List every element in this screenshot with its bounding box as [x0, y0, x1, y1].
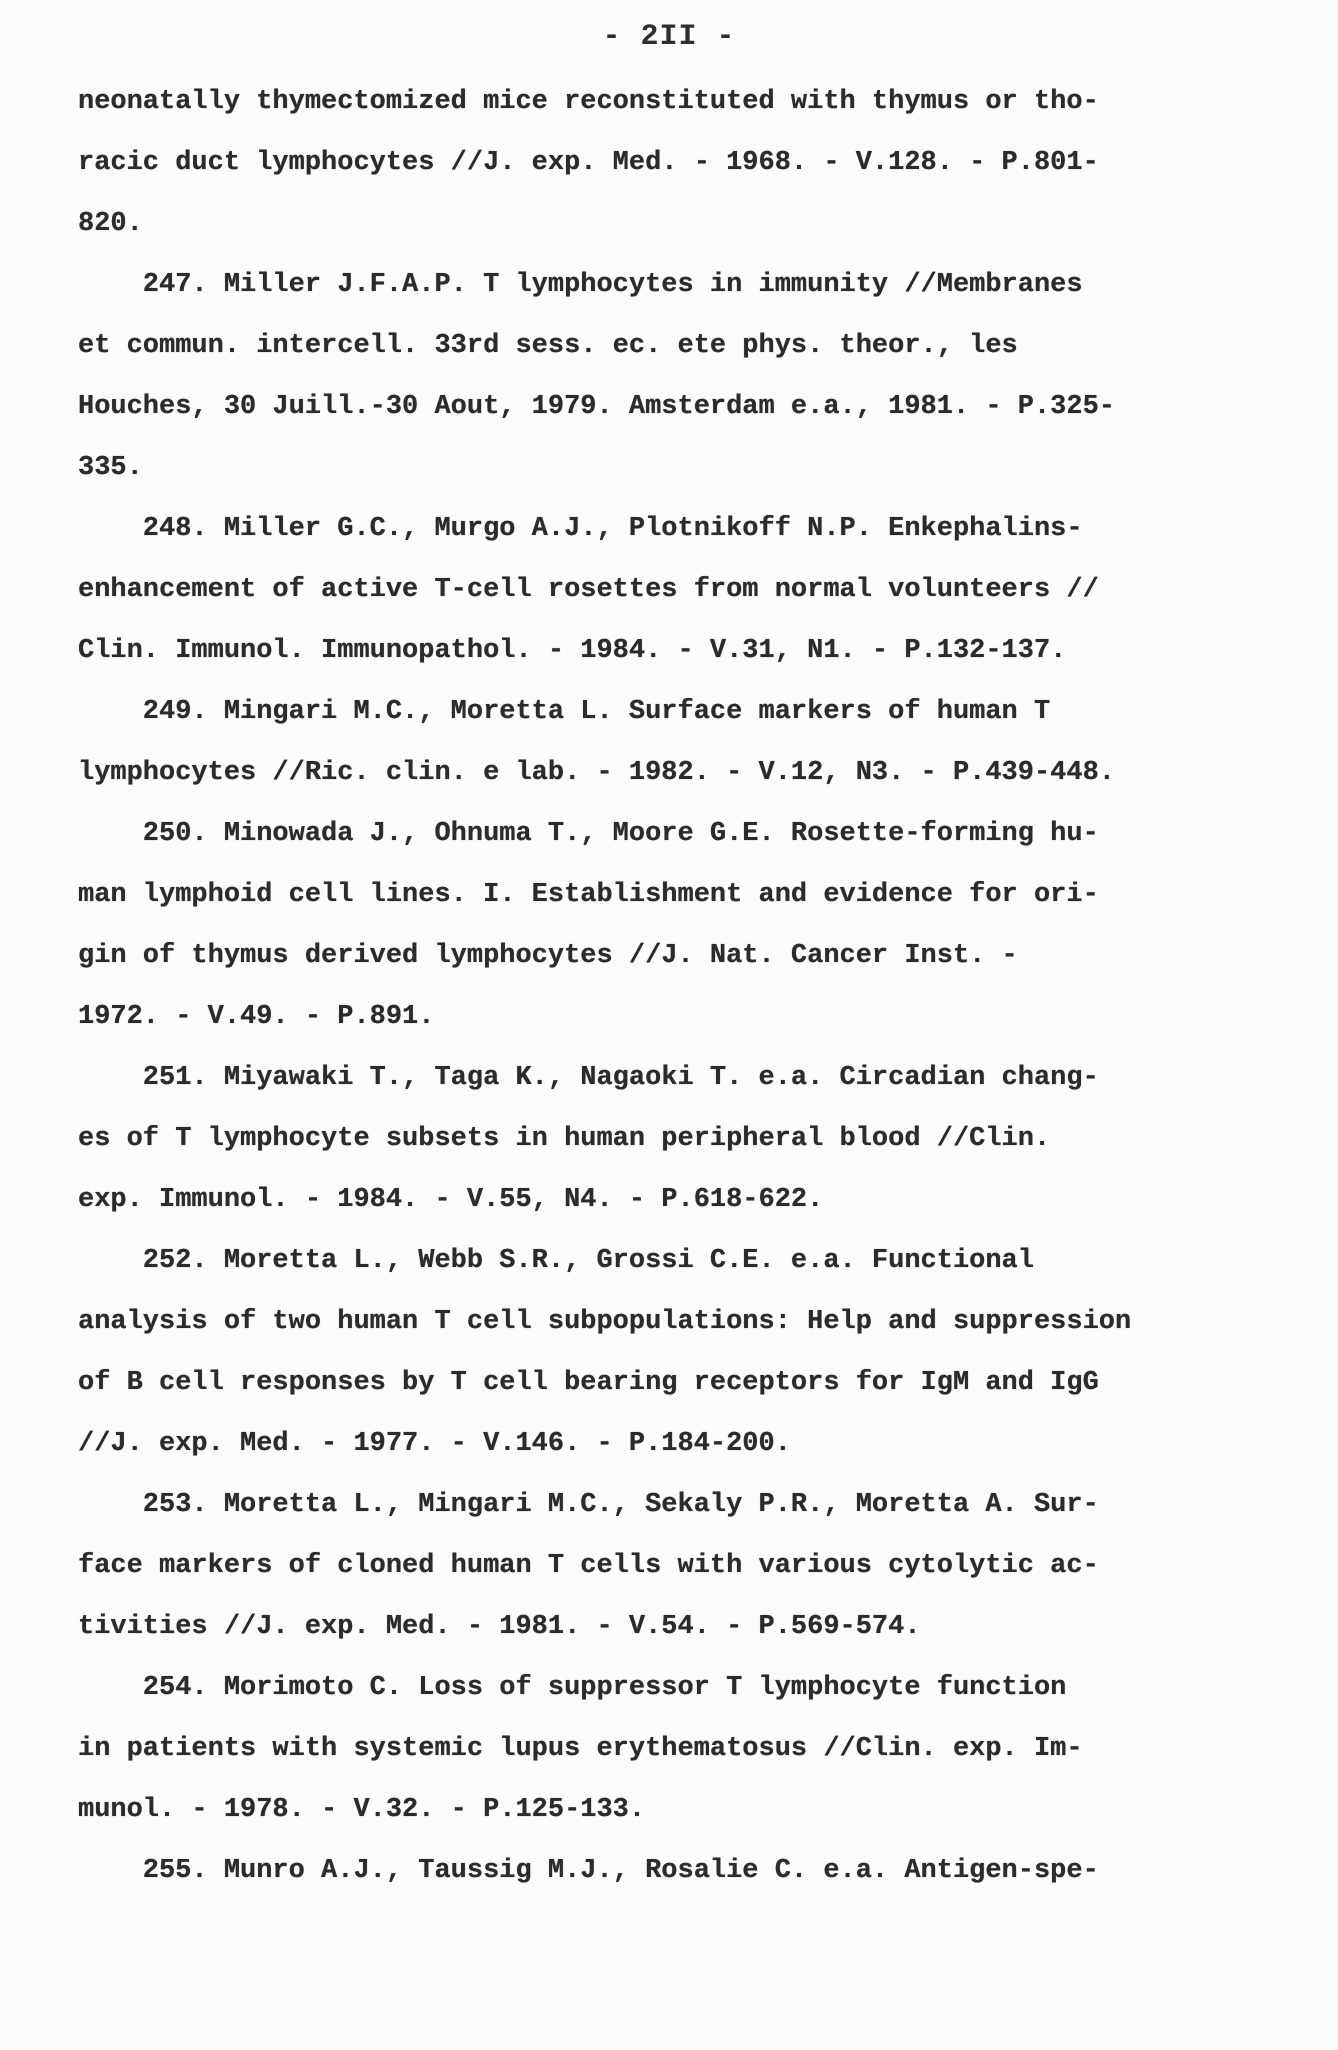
text-line: 1972. - V.49. - P.891. — [78, 1002, 435, 1032]
text-line: 820. — [78, 209, 143, 239]
reference-247-start: 247. Miller J.F.A.P. T lymphocytes in immunity //Membranes — [78, 270, 1083, 300]
text-line: Houches, 30 Juill.-30 Aout, 1979. Amsterdam e.a., 1981. - P.325- — [78, 392, 1115, 422]
page-number: - 2II - — [602, 20, 736, 54]
text-line: of B cell responses by T cell bearing receptors for IgM and IgG — [78, 1368, 1099, 1398]
text-line: face markers of cloned human T cells with various cytolytic ac- — [78, 1551, 1099, 1581]
text-line: racic duct lymphocytes //J. exp. Med. - 1968. - V.128. - P.801- — [78, 148, 1099, 178]
reference-255-start: 255. Munro A.J., Taussig M.J., Rosalie C. e.a. Antigen-spe- — [78, 1856, 1099, 1886]
text-line: es of T lymphocyte subsets in human peripheral blood //Clin. — [78, 1124, 1051, 1154]
text-line: enhancement of active T-cell rosettes from normal volunteers // — [78, 575, 1099, 605]
reference-254-start: 254. Morimoto C. Loss of suppressor T lymphocyte function — [78, 1673, 1067, 1703]
text-line: neonatally thymectomized mice reconstituted with thymus or tho- — [78, 87, 1099, 117]
text-line: //J. exp. Med. - 1977. - V.146. - P.184-200. — [78, 1429, 791, 1459]
reference-253-start: 253. Moretta L., Mingari M.C., Sekaly P.R., Moretta A. Sur- — [78, 1490, 1099, 1520]
text-line: munol. - 1978. - V.32. - P.125-133. — [78, 1795, 646, 1825]
text-line: 335. — [78, 453, 143, 483]
text-line: tivities //J. exp. Med. - 1981. - V.54. - P.569-574. — [78, 1612, 921, 1642]
text-line: in patients with systemic lupus erythematosus //Clin. exp. Im- — [78, 1734, 1083, 1764]
reference-248-start: 248. Miller G.C., Murgo A.J., Plotnikoff N.P. Enkephalins- — [78, 514, 1083, 544]
text-line: et commun. intercell. 33rd sess. ec. ete phys. theor., les — [78, 331, 1018, 361]
text-line: analysis of two human T cell subpopulations: Help and suppression — [78, 1307, 1132, 1337]
text-line: man lymphoid cell lines. I. Establishment and evidence for ori- — [78, 880, 1099, 910]
text-line: lymphocytes //Ric. clin. e lab. - 1982. - V.12, N3. - P.439-448. — [78, 758, 1115, 788]
text-line: gin of thymus derived lymphocytes //J. Nat. Cancer Inst. - — [78, 941, 1018, 971]
references-text-block — [78, 72, 1288, 1902]
reference-250-start: 250. Minowada J., Ohnuma T., Moore G.E. Rosette-forming hu- — [78, 819, 1099, 849]
reference-251-start: 251. Miyawaki T., Taga K., Nagaoki T. e.a. Circadian chang- — [78, 1063, 1099, 1093]
reference-249-start: 249. Mingari M.C., Moretta L. Surface markers of human T — [78, 697, 1051, 727]
text-line: exp. Immunol. - 1984. - V.55, N4. - P.618-622. — [78, 1185, 824, 1215]
reference-252-start: 252. Moretta L., Webb S.R., Grossi C.E. e.a. Functional — [78, 1246, 1034, 1276]
text-line: Clin. Immunol. Immunopathol. - 1984. - V.31, N1. - P.132-137. — [78, 636, 1067, 666]
